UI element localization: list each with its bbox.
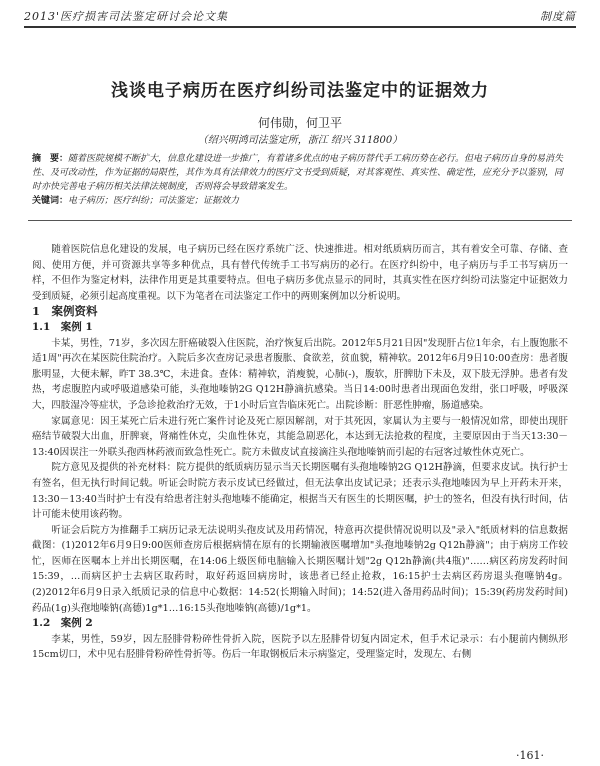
case1-heading: 1.1 案例 1 [32, 320, 93, 333]
case1-paragraph: 家属意见：因王某死亡后未进行死亡案件讨论及死亡原因解剖，对于其死因，家属认为主要与一般情况如常，即使出现肝癌结节破裂大出血，肝脾衰，肾痛性休克，尖血性休克，其能急剧恶化，本达到无法抢救的程度，主要原因由于当天13:30－13:40因误注一外联头孢西林药液而致急性死亡。院方未做皮试直接滴注头孢地嗪钠而引起的右冠客过敏性休克死亡。 [32, 415, 568, 458]
section-heading: 1 案例资料 [32, 304, 98, 319]
running-header-left: 2013'医疗损害司法鉴定研讨会论文集 [24, 10, 229, 23]
case1-paragraph: 听证会后院方为推翻手工病历记录无法说明头孢皮试及用药情况，特意再次提供情况说明以及"录入"纸质材料的信息数据截图：(1)2012年6月9日9:00医师查房后根据病情在原有的长期输液医嘱增加"头孢地嗪钠2g Q12h静滴"；由于病房工作较忙，医师在医嘱本上并出长期医嘱，在14:06上级医师电脑输入长期医嘱计划"2g Q12h静滴(共4瓶)"……病区药房发药时间15:39，…而病区护士去病区取药时，取好药返回病房时，该患者已经止抢救，16:15护士去病区药房退头孢噻钠4g。(2)2012年6月9日录入纸质记录的信息中心数据：14:52(长期输入时间)；14:52(进入备用药品时间)；15:39(药房发药时间)药品(1g)头孢地嗪钠(高德)1g*1…16:15头孢地嗪钠(高德)/1g*1。 [32, 524, 568, 614]
intro-paragraph: 随着医院信息化建设的发展，电子病历已经在医疗系统广泛、快速推进。相对纸质病历而言，其有着安全可靠、存储、查阅、使用方便，并可资源共享等多种优点，具有替代传统手工书写病历的必行。在医疗纠纷中，电子病历与手工书写病历一样，不但作为鉴定材料，法律作用更是其重要特点。但电子病历多优点显示的同时，其真实性在医疗纠纷司法鉴定中证据效力受到质疑，必须引起高度重视。以下为笔者在司法鉴定工作中的两则案例加以分析说明。 [32, 244, 568, 302]
authors: 何伟勋，何卫平 [257, 116, 342, 130]
case1-paragraph: 院方意见及提供的补充材料：院方提供的纸质病历显示当天长期医嘱有头孢地嗪钠2G Q12H静滴，但要求皮试。执行护士有签名，但无执行时间记载。听证会时院方表示皮试已经做过，但无法拿出皮试记录；还表示头孢地嗪因为早上开药未开来，13:30－13:40当时护士有没有给患者注射头孢地嗪不能确定，根据当天有医生的长期医嘱，护士的签名，但没有执行时间，估计可能未使用该药物。 [32, 462, 568, 521]
keywords-label: 关键词： [32, 196, 69, 206]
case2-heading: 1.2 案例 2 [32, 617, 93, 630]
abstract [32, 152, 568, 194]
paper-title: 浅谈电子病历在医疗纠纷司法鉴定中的证据效力 [111, 81, 489, 101]
keywords [32, 194, 568, 208]
abstract-label: 摘 要： [32, 154, 69, 164]
affiliation: （绍兴明鸿司法鉴定所，浙江 绍兴 311800） [197, 135, 403, 146]
divider [28, 220, 572, 221]
case1-paragraph: 卡某，男性，71岁，多次因左肝癌破裂入住医院，治疗恢复后出院。2012年5月21日因"发现肝占位1年余，右上腹饱胀不适1周"再次在某医院住院治疗。入院后多次查房记录患者腹胀、食欲差，贫血貌，精神软。2012年6月9日10:00查房：患者腹胀明显，大便未解，昨T 38.3℃，未进食。查体：精神软，消瘦貌，心肺(-)，腹软，肝脾肋下未及，双下肢无浮肿。患者有发热，考虑腹腔内或呼吸道感染可能，头孢地嗪钠2G Q12H静滴抗感染。当日14:00时患者出现面色发绀，张口呼吸，呼吸深大，四肢湿冷等症状，予急诊抢救治疗无效，于1小时后宣告临床死亡。出院诊断：肝恶性肿瘤，肠道感染。 [32, 337, 568, 411]
running-header [24, 6, 576, 28]
running-header-right: 制度篇 [540, 10, 576, 23]
page-number: ·161· [516, 749, 544, 762]
body-text [32, 242, 568, 663]
keywords-text: 电子病历；医疗纠纷；司法鉴定；证据效力 [68, 196, 240, 206]
abstract-block [32, 152, 568, 208]
case2-paragraph: 李某，男性，59岁，因左胫腓骨粉碎性骨折入院，医院予以左胫腓骨切复内固定术，但手术记录示：右小腿前内侧纵形15cm切口，术中见右胫腓骨粉碎性骨折等。伤后一年取钢板后未示病鉴定，受理鉴定时，发现左、右侧 [32, 633, 568, 661]
abstract-text: 随着医院规模不断扩大，信息化建设进一步推广，有着诸多优点的电子病历替代手工病历势在必行。但电子病历自身的易消失性、及可改动性，作为证据的局限性，其作为具有法律效力的医疗文书受到质疑，对其客观性、真实性、确定性，应充分予以鉴别，同时亦快完善电子病历相关法律法规制度，否则将会导致错案发生。 [32, 154, 564, 192]
